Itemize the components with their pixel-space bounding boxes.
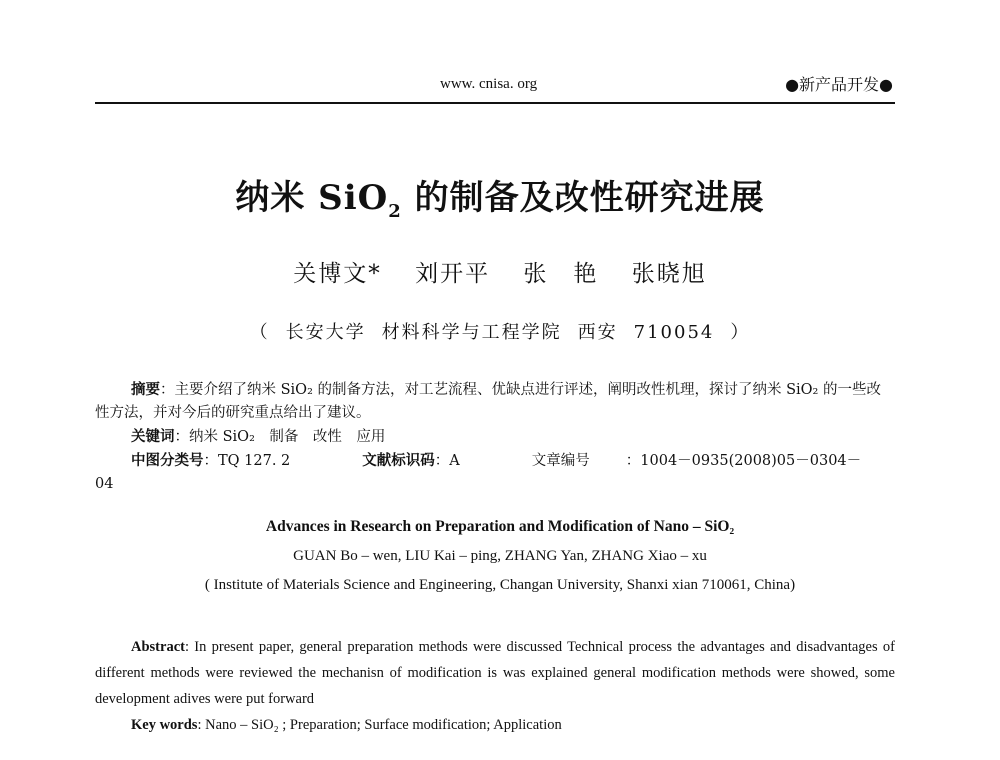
zh-classification — [95, 449, 895, 496]
affiliation-university: 长安大学 — [285, 322, 366, 343]
paper-title — [0, 170, 1000, 222]
zh-keywords — [95, 425, 895, 449]
zh-abstract-label: 摘要 — [131, 381, 160, 398]
english-affiliation: ( Institute of Materials Science and Engineering, Changan University, Shanxi xian 710061, China) — [204, 577, 796, 593]
doc-code-label: 文献标识码 — [362, 452, 435, 469]
en-abstract-label: Abstract — [131, 639, 185, 655]
en-abstract-paragraph — [95, 634, 895, 712]
website-url: www. cnisa. org — [440, 76, 538, 92]
affiliation-postcode: 710054 — [633, 322, 715, 343]
clc-value: ：TQ 127. 2 — [203, 453, 291, 469]
en-keywords — [95, 712, 895, 738]
zh-abstract-paragraph — [95, 378, 895, 425]
zh-keywords-label: 关键词 — [131, 428, 175, 445]
title-subscript: 2 — [388, 200, 402, 222]
chinese-abstract — [95, 378, 895, 496]
doc-code-value: ：A — [434, 453, 460, 469]
affiliation-close: ） — [730, 322, 751, 343]
author-name: 刘开平 — [415, 261, 491, 287]
clc-label: 中图分类号 — [131, 452, 204, 469]
affiliation-school: 材料科学与工程学院 — [381, 322, 562, 343]
section-label: ●新产品开发● — [785, 75, 893, 94]
article-number-label: 文章编号 — [531, 453, 590, 469]
english-authors: GUAN Bo – wen, LIU Kai – ping, ZHANG Yan, ZHANG Xiao – xu — [293, 548, 707, 564]
title-suffix: 的制备及改性研究进展 — [401, 178, 765, 218]
affiliation-city: 西安 — [577, 322, 618, 343]
title-prefix: 纳米 SiO — [235, 178, 389, 218]
author-name: 关博文* — [293, 261, 382, 287]
english-abstract — [95, 634, 895, 738]
article-number-value: ：1004－0935(2008)05－0304－04 — [95, 453, 862, 492]
page-header — [95, 72, 895, 104]
zh-keywords-text: ：纳米 SiO₂ 制备 改性 应用 — [174, 429, 386, 445]
author-name: 张 艳 — [523, 261, 599, 287]
en-abstract-text: : In present paper, general preparation methods were discussed Technical process the advantages and disadvantages of different methods were reviewed the mechanisn of modification is was explained general modification methods were showed, some development adives were put forward — [95, 639, 895, 707]
en-keywords-label: Key words — [131, 717, 198, 733]
author-name: 张晓旭 — [631, 261, 707, 287]
en-keywords-text: : Nano – SiO₂ ; Preparation; Surface modification; Application — [197, 717, 562, 733]
affiliation-open: （ — [249, 322, 270, 343]
affiliation — [0, 318, 1000, 344]
zh-abstract-text: ：主要介绍了纳米 SiO₂ 的制备方法，对工艺流程、优缺点进行评述，阐明改性机理，探讨了纳米 SiO₂ 的一些改性方法，并对今后的研究重点给出了建议。 — [95, 382, 881, 421]
english-title: Advances in Research on Preparation and Modification of Nano – SiO₂ — [265, 518, 735, 535]
author-list — [0, 255, 1000, 288]
